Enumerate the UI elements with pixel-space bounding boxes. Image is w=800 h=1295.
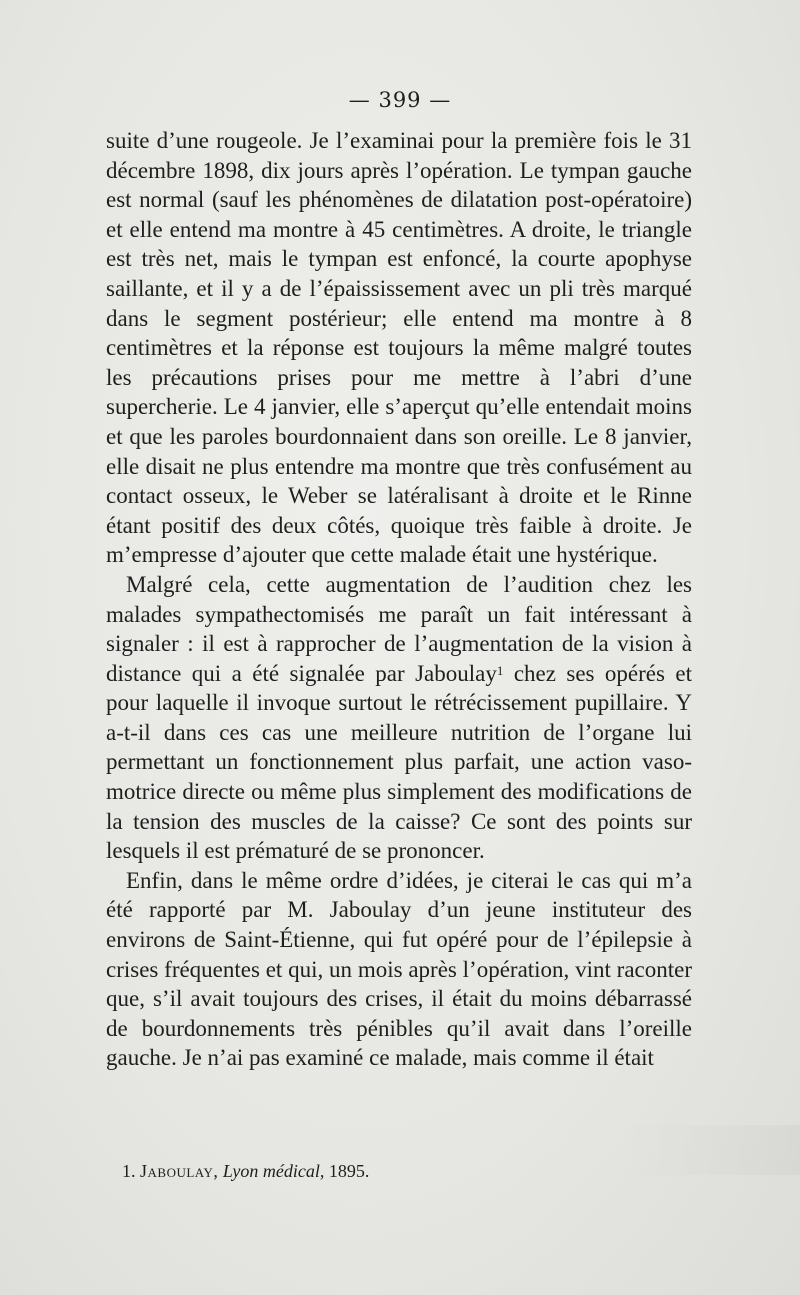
paragraph-2-text-before-ref: Malgré cela, cette augmentation de l’audition chez les malades sympathectomisés me paraît un fait intéressant à signaler : il est à rapprocher de l’augmentation de la vision à distance qui a été signalée par Jaboulay [106, 571, 692, 686]
footnote-journal: Lyon médical, [222, 1161, 325, 1181]
page-number: — 399 — [348, 88, 452, 112]
footnote [122, 1160, 682, 1182]
footnote-number: 1. [122, 1161, 136, 1181]
body-text [106, 126, 692, 1073]
footnote-author: Jaboulay, [140, 1161, 219, 1181]
paragraph-2-text-after-ref: chez ses opérés et pour laquelle il invoque surtout le rétrécissement pupillaire. Y a-t-il dans ces cas une meilleure nutrition de l’organe lui permettant un fonctionnement plus parfait, une action vaso-motrice directe ou même plus simplement des modifications de la tension des muscles de la caisse? Ce sont des points sur lesquels il est prématuré de se prononcer. [106, 660, 692, 864]
paragraph-3: Enfin, dans le même ordre d’idées, je citerai le cas qui m’a été rapporté par M. Jaboulay d’un jeune instituteur des environs de Saint-Étienne, qui fut opéré pour de l’épilepsie à crises fréquentes et qui, un mois après l’opération, vint raconter que, s’il avait toujours des crises, il était du moins débarrassé de bourdonnements très pénibles qu’il avait dans l’oreille gauche. Je n’ai pas examiné ce malade, mais comme il était [106, 867, 692, 1071]
footnote-reference: 1 [496, 662, 504, 678]
paragraph-2 [106, 570, 692, 866]
footnote-year: 1895. [328, 1161, 370, 1181]
show-through-shadow [620, 1125, 800, 1175]
paragraph-1: suite d’une rougeole. Je l’examinai pour la première fois le 31 décembre 1898, dix jours après l’opération. Le tympan gauche est normal (sauf les phénomènes de dilatation post-opératoire) et elle entend ma montre à 45 centimètres. A droite, le triangle est très net, mais le tympan est enfoncé, la courte apophyse saillante, et il y a de l’épaississement avec un pli très marqué dans le segment postérieur; elle entend ma montre à 8 centimètres et la réponse est toujours la même malgré toutes les précautions prises pour me mettre à l’abri d’une supercherie. Le 4 janvier, elle s’aperçut qu’elle entendait moins et que les paroles bourdonnaient dans son oreille. Le 8 janvier, elle disait ne plus entendre ma montre que très confusément au contact osseux, le Weber se latéralisant à droite et le Rinne étant positif des deux côtés, quoique très faible à droite. Je m’empresse d’ajouter que cette malade était une hystérique. [106, 128, 692, 568]
